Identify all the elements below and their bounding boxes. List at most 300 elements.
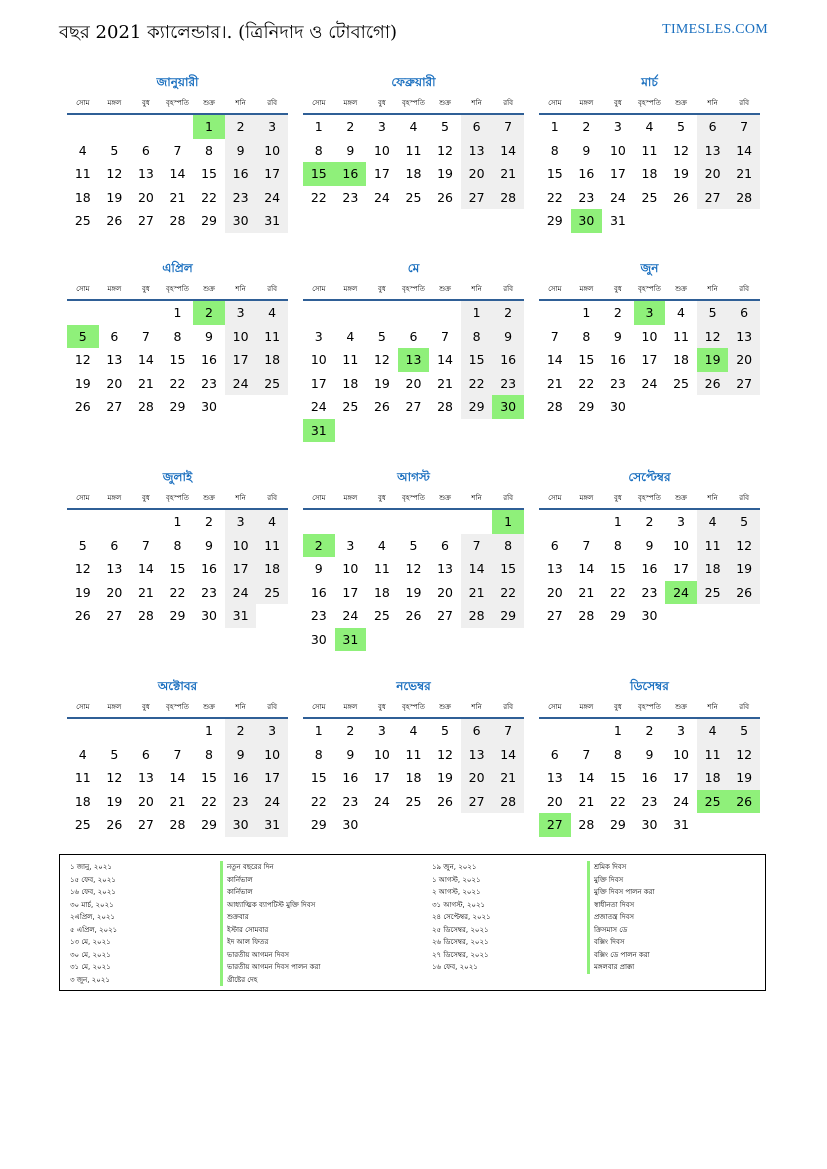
weekday-label: বৃহস্পতি [402, 99, 425, 107]
holiday-day-cell: 19 [697, 348, 729, 372]
day-cell: 17 [225, 557, 257, 581]
weekday-header [67, 697, 288, 719]
day-cell: 19 [74, 375, 91, 391]
legend-right-dates [432, 861, 491, 974]
day-cell: 6 [110, 328, 119, 344]
day-cell: 8 [613, 537, 622, 553]
day-cell: 14 [169, 166, 186, 181]
day-cell: 21 [578, 793, 595, 809]
day-cell: 27 [728, 372, 760, 396]
empty-cell [130, 510, 162, 534]
legend-left-dates [70, 861, 117, 986]
weekday-label: বুধ [377, 703, 386, 711]
day-cell: 2 [205, 514, 213, 529]
day-cell: 4 [677, 305, 685, 320]
day-cell: 28 [492, 186, 524, 210]
day-cell: 10 [256, 743, 288, 767]
day-cell: 3 [256, 719, 288, 743]
empty-cell [539, 510, 571, 534]
month-block [303, 466, 524, 651]
weekday-label: বুধ [141, 285, 150, 293]
legend-date: ১৬ ফেব, ২০২১ [70, 888, 116, 896]
day-cell: 23 [225, 790, 257, 814]
day-cell: 15 [546, 166, 563, 181]
day-cell: 2 [645, 514, 654, 529]
day-cell: 16 [201, 561, 217, 576]
day-cell: 16 [225, 766, 257, 790]
weekday-label: বৃহস্পতি [638, 494, 661, 502]
day-cell: 12 [106, 166, 123, 181]
weekday-label: মঙ্গল [343, 703, 358, 711]
weekday-label: রবি [503, 494, 514, 502]
day-cell: 14 [546, 352, 563, 367]
day-cell: 6 [141, 142, 150, 158]
day-cell: 26 [373, 399, 390, 414]
day-cell: 3 [225, 301, 257, 325]
day-cell: 24 [673, 793, 689, 809]
legend-date: ১ আগস্ট, ২০২১ [432, 875, 481, 884]
empty-cell [130, 115, 162, 139]
day-cell: 10 [641, 328, 658, 344]
day-cell: 16 [641, 770, 658, 785]
weekday-label: শুক্র [439, 99, 451, 107]
weekday-label: বৃহস্পতি [402, 703, 425, 711]
day-cell: 8 [314, 746, 323, 762]
day-cell: 16 [310, 584, 327, 600]
day-cell: 19 [728, 557, 760, 581]
day-cell: 23 [492, 372, 524, 396]
day-cell: 7 [441, 328, 449, 344]
empty-cell [429, 301, 461, 325]
day-cell: 15 [609, 561, 626, 576]
weekday-label: রবি [503, 703, 514, 711]
day-cell: 26 [673, 189, 689, 205]
day-cell: 13 [106, 561, 123, 576]
day-cell: 27 [697, 186, 729, 210]
day-cell: 17 [673, 770, 689, 785]
day-cell: 24 [609, 189, 626, 205]
legend-date: ১৫ ফেব, ২০২১ [70, 875, 116, 884]
day-cell: 4 [78, 746, 87, 762]
legend-date: ৩ জুন, ২০২১ [70, 975, 110, 984]
legend-holiday-name: শ্রমিক দিবস [587, 861, 655, 874]
month-name: সেপ্টেম্বর [628, 470, 671, 484]
day-cell: 3 [346, 537, 355, 553]
day-cell: 30 [310, 631, 327, 647]
day-cell: 17 [373, 770, 390, 785]
day-cell: 8 [550, 142, 559, 158]
day-cell: 19 [405, 584, 422, 600]
day-cell: 9 [314, 561, 323, 576]
day-cell: 17 [641, 352, 658, 367]
legend-date: ৫ এপ্রিল, ২০২১ [70, 925, 118, 934]
day-cell: 3 [677, 514, 685, 529]
day-cell: 4 [78, 142, 87, 158]
empty-cell [429, 510, 461, 534]
day-cell: 13 [728, 325, 760, 349]
day-cell: 12 [673, 142, 689, 158]
day-cell: 14 [169, 770, 186, 785]
day-cell: 20 [697, 162, 729, 186]
weekday-label: মঙ্গল [579, 494, 594, 502]
days-grid [303, 719, 524, 837]
day-cell: 13 [437, 561, 453, 576]
day-cell: 4 [256, 510, 288, 534]
holiday-legend [59, 854, 766, 991]
day-cell: 24 [225, 581, 257, 605]
day-cell: 16 [201, 352, 217, 367]
weekday-label: সোম [548, 285, 562, 293]
day-cell: 16 [641, 561, 658, 576]
legend-holiday-name: বক্সিং দিবস [587, 936, 655, 949]
day-cell: 26 [437, 793, 453, 809]
weekday-label: রবি [739, 703, 750, 711]
weekday-label: রবি [739, 494, 750, 502]
day-cell: 22 [201, 189, 217, 205]
day-cell: 26 [405, 608, 422, 623]
day-cell: 1 [582, 305, 591, 320]
weekday-label: মঙ্গল [579, 285, 594, 293]
day-cell: 8 [461, 325, 493, 349]
day-cell: 18 [697, 557, 729, 581]
day-cell: 27 [461, 790, 493, 814]
weekday-label: বুধ [613, 494, 622, 502]
day-cell: 15 [169, 561, 186, 576]
day-cell: 30 [641, 608, 658, 623]
day-cell: 27 [137, 817, 154, 832]
day-cell: 29 [578, 399, 595, 414]
weekday-label: শুক্র [439, 285, 451, 293]
day-cell: 22 [310, 793, 327, 809]
day-cell: 14 [728, 139, 760, 163]
day-cell: 17 [310, 375, 327, 391]
day-cell: 14 [137, 352, 154, 367]
weekday-label: সোম [312, 285, 326, 293]
weekday-label: শনি [471, 703, 482, 711]
day-cell: 24 [342, 608, 359, 623]
weekday-header [539, 279, 760, 301]
day-cell: 18 [74, 793, 91, 809]
weekday-label: শনি [707, 703, 718, 711]
day-cell: 21 [578, 584, 595, 600]
weekday-label: শনি [707, 99, 718, 107]
day-cell: 8 [582, 328, 591, 344]
day-cell: 28 [137, 399, 154, 414]
day-cell: 20 [137, 793, 154, 809]
day-cell: 23 [201, 584, 217, 600]
day-cell: 13 [137, 166, 154, 181]
legend-date: ২এপ্রিল, ২০২১ [70, 913, 115, 921]
day-cell: 6 [409, 328, 418, 344]
weekday-label: শনি [471, 99, 482, 107]
day-cell: 30 [641, 817, 658, 832]
day-cell: 28 [169, 817, 186, 832]
day-cell: 9 [225, 139, 257, 163]
holiday-day-cell: 31 [303, 419, 335, 443]
weekday-label: সোম [76, 703, 90, 711]
days-grid [539, 301, 760, 419]
empty-cell [99, 510, 131, 534]
day-cell: 19 [673, 166, 689, 181]
day-cell: 2 [346, 119, 355, 134]
weekday-label: মঙ্গল [107, 494, 122, 502]
legend-holiday-name: প্রজাতন্ত্র দিবস [587, 911, 655, 924]
day-cell: 25 [697, 581, 729, 605]
day-cell: 20 [546, 584, 563, 600]
day-cell: 28 [728, 186, 760, 210]
weekday-label: শুক্র [203, 703, 215, 711]
day-cell: 25 [256, 372, 288, 396]
day-cell: 25 [641, 189, 658, 205]
day-cell: 5 [377, 328, 386, 344]
empty-cell [67, 115, 99, 139]
day-cell: 26 [437, 189, 453, 205]
day-cell: 5 [441, 119, 449, 134]
day-cell: 1 [613, 514, 622, 529]
day-cell: 19 [74, 584, 91, 600]
day-cell: 19 [728, 766, 760, 790]
legend-right-names [587, 861, 655, 974]
weekday-label: শনি [707, 494, 718, 502]
weekday-label: মঙ্গল [343, 494, 358, 502]
legend-date: ১৯ জুন, ২০২১ [432, 863, 477, 871]
day-cell: 20 [106, 375, 123, 391]
month-name: এপ্রিল [162, 261, 193, 275]
weekday-label: সোম [76, 285, 90, 293]
day-cell: 28 [492, 790, 524, 814]
day-cell: 10 [373, 142, 390, 158]
day-cell: 29 [461, 395, 493, 419]
legend-holiday-name: ভারতীয় আগমন দিবস পালন করা [220, 961, 320, 974]
day-cell: 7 [461, 534, 493, 558]
weekday-label: বুধ [141, 99, 150, 107]
day-cell: 27 [137, 213, 154, 228]
day-cell: 1 [550, 119, 559, 134]
day-cell: 18 [405, 166, 422, 181]
day-cell: 1 [314, 119, 323, 134]
legend-holiday-name: বক্সিং ডে পালন করা [587, 949, 655, 962]
empty-cell [162, 115, 194, 139]
day-cell: 29 [201, 213, 217, 228]
month-name: ফেব্রুয়ারী [391, 75, 436, 89]
weekday-label: শনি [471, 285, 482, 293]
day-cell: 20 [546, 793, 563, 809]
empty-cell [130, 301, 162, 325]
day-cell: 15 [169, 352, 186, 367]
month-block [303, 257, 524, 442]
day-cell: 27 [546, 608, 563, 623]
day-cell: 12 [373, 352, 390, 367]
day-cell: 31 [609, 213, 626, 228]
holiday-day-cell: 1 [193, 115, 225, 139]
day-cell: 13 [697, 139, 729, 163]
day-cell: 3 [225, 510, 257, 534]
day-cell: 9 [346, 746, 355, 762]
day-cell: 4 [346, 328, 355, 344]
day-cell: 26 [697, 372, 729, 396]
day-cell: 14 [437, 352, 453, 367]
holiday-day-cell: 2 [193, 301, 225, 325]
day-cell: 29 [609, 817, 626, 832]
empty-cell [335, 301, 367, 325]
day-cell: 19 [373, 375, 390, 391]
weekday-label: শনি [235, 494, 246, 502]
day-cell: 6 [461, 719, 493, 743]
day-cell: 10 [225, 325, 257, 349]
site-name[interactable]: TIMESLES.COM [662, 22, 768, 37]
weekday-label: শুক্র [675, 99, 687, 107]
empty-cell [335, 510, 367, 534]
day-cell: 13 [546, 770, 563, 785]
day-cell: 23 [609, 375, 626, 391]
day-cell: 12 [437, 142, 453, 158]
day-cell: 25 [405, 793, 422, 809]
legend-date: ৩১ মে, ২০২১ [70, 963, 111, 971]
day-cell: 18 [256, 348, 288, 372]
weekday-label: মঙ্গল [343, 99, 358, 107]
weekday-label: মঙ্গল [579, 99, 594, 107]
day-cell: 7 [141, 328, 150, 344]
day-cell: 25 [342, 399, 359, 414]
day-cell: 10 [256, 139, 288, 163]
weekday-label: বৃহস্পতি [166, 703, 189, 711]
day-cell: 23 [578, 189, 595, 205]
month-block [539, 675, 760, 837]
day-cell: 1 [314, 723, 323, 738]
month-name: মে [407, 261, 420, 275]
day-cell: 20 [137, 189, 154, 205]
day-cell: 11 [74, 166, 91, 181]
days-grid [67, 115, 288, 233]
weekday-header [539, 697, 760, 719]
empty-cell [67, 719, 99, 743]
day-cell: 16 [609, 352, 626, 367]
day-cell: 10 [373, 746, 390, 762]
weekday-label: সোম [312, 99, 326, 107]
day-cell: 24 [641, 375, 658, 391]
day-cell: 25 [405, 189, 422, 205]
day-cell: 9 [582, 142, 591, 158]
day-cell: 2 [225, 115, 257, 139]
day-cell: 8 [613, 746, 622, 762]
weekday-label: শুক্র [439, 494, 451, 502]
weekday-label: সোম [548, 494, 562, 502]
legend-date: ১ জানু, ২০২১ [70, 863, 112, 871]
legend-date: ৩১ আগস্ট, ২০২১ [432, 900, 486, 909]
day-cell: 5 [728, 510, 760, 534]
weekday-label: সোম [312, 703, 326, 711]
empty-cell [67, 301, 99, 325]
day-cell: 4 [409, 119, 418, 134]
day-cell: 5 [110, 746, 119, 762]
day-cell: 6 [110, 537, 119, 553]
day-cell: 5 [78, 537, 87, 553]
holiday-day-cell: 31 [335, 628, 367, 652]
day-cell: 8 [205, 746, 213, 762]
day-cell: 10 [342, 561, 359, 576]
day-cell: 28 [169, 213, 186, 228]
day-cell: 22 [169, 375, 186, 391]
day-cell: 14 [461, 557, 493, 581]
weekday-label: রবি [267, 99, 278, 107]
day-cell: 19 [106, 793, 123, 809]
days-grid [67, 719, 288, 837]
day-cell: 28 [137, 608, 154, 623]
day-cell: 29 [169, 399, 186, 414]
holiday-day-cell: 30 [571, 209, 603, 233]
weekday-label: রবি [267, 703, 278, 711]
month-block [303, 675, 524, 837]
day-cell: 1 [613, 723, 622, 738]
day-cell: 29 [201, 817, 217, 832]
day-cell: 9 [225, 743, 257, 767]
day-cell: 24 [373, 189, 390, 205]
days-grid [67, 510, 288, 628]
day-cell: 20 [461, 162, 493, 186]
holiday-day-cell: 5 [67, 325, 99, 349]
day-cell: 29 [492, 604, 524, 628]
day-cell: 13 [546, 561, 563, 576]
day-cell: 30 [609, 399, 626, 414]
day-cell: 2 [492, 301, 524, 325]
day-cell: 6 [461, 115, 493, 139]
day-cell: 11 [641, 142, 658, 158]
day-cell: 26 [728, 581, 760, 605]
day-cell: 10 [609, 142, 626, 158]
legend-holiday-name: ভারতীয় আগমন দিবস [220, 949, 320, 962]
empty-cell [571, 719, 603, 743]
day-cell: 8 [173, 328, 182, 344]
day-cell: 27 [437, 608, 453, 623]
weekday-label: বৃহস্পতি [166, 99, 189, 107]
day-cell: 2 [613, 305, 622, 320]
legend-holiday-name: কার্নিভাল [220, 886, 320, 899]
day-cell: 3 [314, 328, 323, 344]
day-cell: 11 [373, 561, 390, 576]
day-cell: 6 [141, 746, 150, 762]
day-cell: 22 [310, 189, 327, 205]
day-cell: 12 [728, 534, 760, 558]
weekday-header [67, 488, 288, 510]
day-cell: 18 [373, 584, 390, 600]
month-block [539, 466, 760, 628]
day-cell: 11 [697, 534, 729, 558]
legend-holiday-name: শুক্রবার [220, 911, 320, 924]
day-cell: 3 [613, 119, 622, 134]
month-block [539, 257, 760, 419]
day-cell: 23 [225, 186, 257, 210]
day-cell: 12 [697, 325, 729, 349]
empty-cell [303, 301, 335, 325]
day-cell: 30 [201, 608, 217, 623]
day-cell: 12 [74, 561, 91, 576]
day-cell: 10 [673, 537, 689, 553]
day-cell: 16 [342, 770, 359, 785]
day-cell: 23 [342, 793, 359, 809]
days-grid [539, 510, 760, 628]
legend-holiday-name: স্বাধীনতা দিবস [587, 899, 655, 912]
day-cell: 18 [342, 375, 359, 391]
day-cell: 31 [256, 209, 288, 233]
weekday-label: রবি [267, 285, 278, 293]
day-cell: 26 [106, 213, 123, 228]
weekday-header [303, 488, 524, 510]
day-cell: 12 [728, 743, 760, 767]
legend-holiday-name: ইদ আল ফিতর [220, 936, 320, 949]
day-cell: 4 [697, 510, 729, 534]
day-cell: 18 [697, 766, 729, 790]
weekday-label: সোম [548, 703, 562, 711]
